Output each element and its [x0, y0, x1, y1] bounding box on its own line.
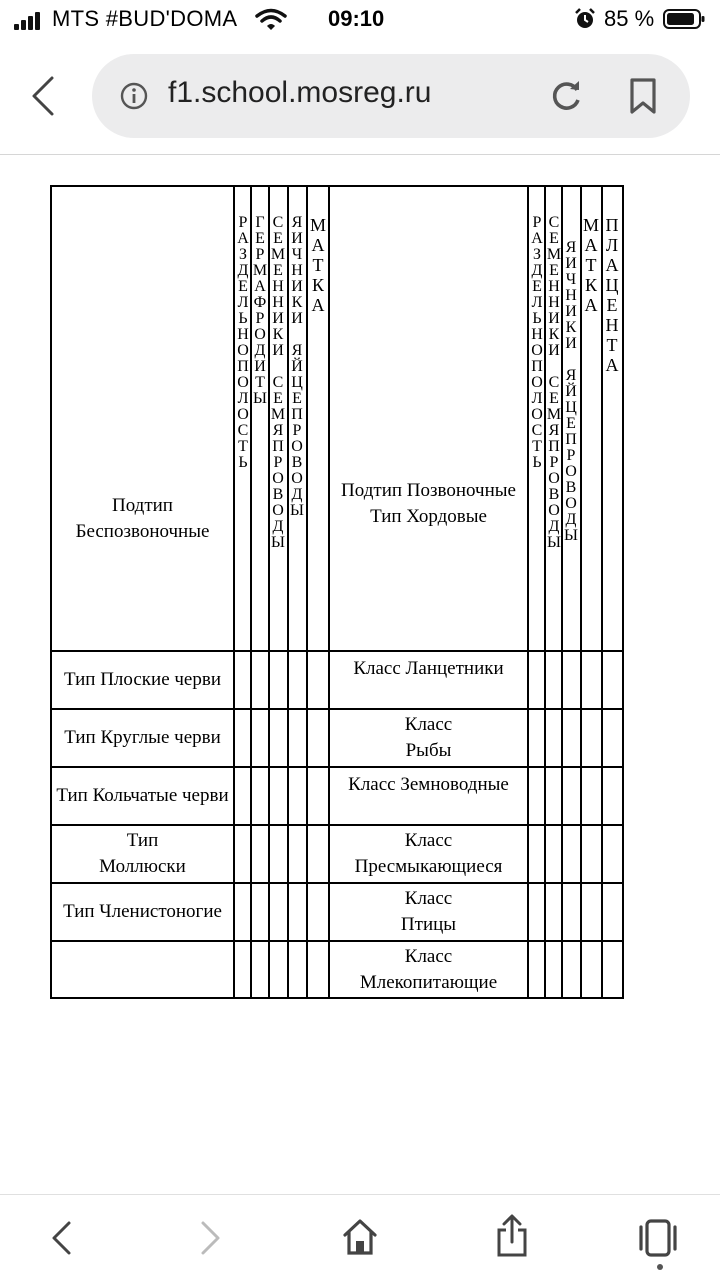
right-row-4: Класс Пресмыкающиеся: [354, 830, 503, 877]
col-header-right-5: П Л А Ц Е Н Т А: [605, 215, 619, 375]
nav-back-icon[interactable]: [48, 1220, 74, 1256]
bookmark-icon[interactable]: [628, 78, 658, 114]
left-row-5: Тип Членистоногие: [63, 901, 222, 922]
col-header-left-2: Г Е Р М А Ф Р О Д И Т Ы: [252, 214, 268, 407]
nav-forward-icon[interactable]: [198, 1220, 224, 1256]
share-icon[interactable]: [494, 1214, 530, 1258]
header-divider: [0, 154, 720, 155]
col-header-left-1: Р А З Д Е Л Ь Н О П О Л О С Т Ь: [237, 214, 249, 471]
wifi-icon: [255, 8, 287, 32]
left-row-2: Тип Круглые черви: [64, 727, 221, 748]
left-header: Подтип Беспозвоночные: [75, 494, 210, 542]
right-row-3: Класс Земноводные: [348, 774, 509, 795]
col-header-right-3: Я И Ч Н И К И Я Й Ц Е П Р О В О Д Ы: [564, 239, 578, 544]
alarm-icon: [574, 8, 596, 30]
col-header-left-3: С Е М Е Н Н И К И С Е М Я П Р О В О Д Ы: [270, 214, 286, 551]
left-row-6: [52, 942, 233, 997]
col-header-left-5: М А Т К А: [309, 215, 326, 315]
col-header-right-2: С Е М Е Н Н И К И С Е М Я П Р О В О Д Ы: [546, 214, 562, 551]
home-icon[interactable]: [342, 1218, 378, 1256]
battery-icon: [663, 9, 705, 29]
right-header: Подтип Позвоночные Тип Хордовые: [341, 479, 516, 527]
info-icon[interactable]: [120, 82, 148, 110]
right-row-1: Класс Ланцетники: [353, 658, 504, 679]
status-time: 09:10: [328, 6, 385, 31]
battery-percent: 85 %: [604, 6, 655, 31]
comparison-table: [50, 185, 624, 999]
right-row-5: Класс Птицы: [400, 888, 457, 935]
col-header-right-1: Р А З Д Е Л Ь Н О П О Л О С Т Ь: [531, 214, 543, 471]
col-header-right-4: М А Т К А: [582, 215, 599, 315]
tabs-icon[interactable]: [638, 1218, 678, 1258]
status-bar: [0, 0, 720, 40]
right-row-6: Класс Млекопитающие: [359, 945, 498, 993]
left-row-4: Тип Моллюски: [99, 830, 186, 877]
left-row-3: Тип Кольчатые черви: [56, 785, 229, 806]
cellular-signal-icon: [14, 10, 44, 30]
url-text[interactable]: f1.school.mosreg.ru: [168, 76, 432, 109]
col-header-left-4: Я И Ч Н И К И Я Й Ц Е П Р О В О Д Ы: [290, 214, 304, 519]
home-indicator: [657, 1264, 663, 1270]
right-row-2: Класс Рыбы: [404, 714, 453, 761]
back-chevron-icon[interactable]: [28, 74, 58, 118]
carrier-name: MTS #BUD'DOMA: [52, 6, 238, 31]
left-row-1: Тип Плоские черви: [63, 669, 222, 690]
reload-icon[interactable]: [548, 78, 584, 114]
